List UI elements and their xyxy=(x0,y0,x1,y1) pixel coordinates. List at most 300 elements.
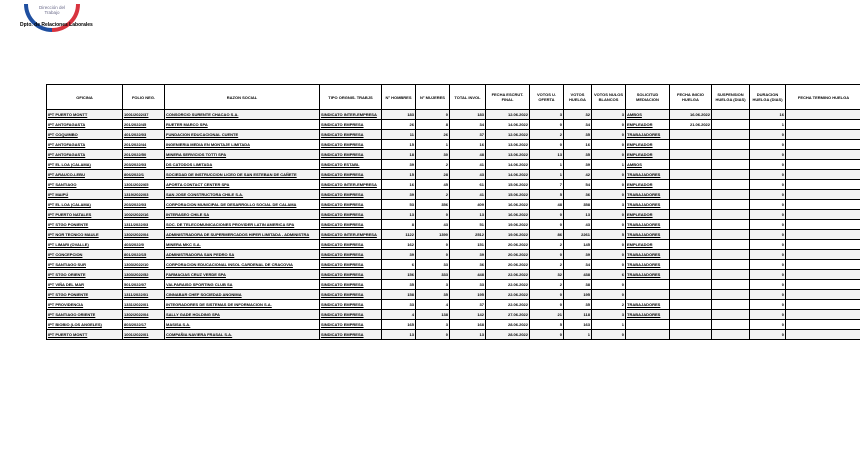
cell-fecha-termino xyxy=(786,130,860,140)
cell-mujeres: 356 xyxy=(416,200,450,210)
cell-votos-nulos: 3 xyxy=(592,200,626,210)
cell-fecha-inicio xyxy=(670,270,712,280)
cell-razon-social: INTEGRADORES DE SISTEMAS DE INFORMACION S.A. xyxy=(165,300,320,310)
cell-duracion: 0 xyxy=(750,240,786,250)
cell-duracion: 0 xyxy=(750,290,786,300)
cell-suspension xyxy=(712,230,750,240)
cell-fecha-termino xyxy=(786,140,860,150)
cell-fecha-inicio xyxy=(670,150,712,160)
cell-votos-huelga: 54 xyxy=(564,180,592,190)
cell-oficina: IPT PUERTO MONTT xyxy=(47,330,123,340)
cell-votos-nulos: 2 xyxy=(592,300,626,310)
cell-total: 41 xyxy=(450,160,486,170)
cell-mujeres: 0 xyxy=(416,240,450,250)
cell-votos-oferta: 5 xyxy=(530,190,564,200)
cell-solicitud-mediacion: TRABAJADORES xyxy=(626,250,670,260)
cell-fecha-escrut: 14.06.2022 xyxy=(486,170,530,180)
cell-votos-oferta: 5 xyxy=(530,320,564,330)
cell-suspension xyxy=(712,320,750,330)
cell-votos-oferta: 0 xyxy=(530,290,564,300)
cell-oficina: IPT PROVIDENCIA xyxy=(47,300,123,310)
cell-razon-social: ADMINISTRADORA SAN PEDRO SA xyxy=(165,250,320,260)
cell-fecha-escrut: 19.06.2022 xyxy=(486,230,530,240)
cell-folio: 1303/2022/52 xyxy=(123,270,165,280)
cell-mujeres: 28 xyxy=(416,170,450,180)
cell-suspension xyxy=(712,310,750,320)
cell-fecha-inicio: 21.06.2022 xyxy=(670,120,712,130)
cell-mujeres: 30 xyxy=(416,150,450,160)
cell-tipo-org: SINDICATO EMPRESA xyxy=(320,310,382,320)
logo-text-line1: Dirección del xyxy=(38,5,65,10)
cell-razon-social: RUETER MARCO SPA xyxy=(165,120,320,130)
cell-fecha-inicio xyxy=(670,190,712,200)
cell-suspension xyxy=(712,200,750,210)
cell-votos-nulos: 0 xyxy=(592,150,626,160)
cell-tipo-org: SINDICATO EMPRESA xyxy=(320,280,382,290)
cell-fecha-escrut: 15.06.2022 xyxy=(486,180,530,190)
cell-votos-nulos: 0 xyxy=(592,290,626,300)
cell-votos-huelga: 145 xyxy=(564,240,592,250)
column-header-oficina: OFICINA xyxy=(47,85,123,110)
cell-oficina: IPT STGO PONIENTE xyxy=(47,220,123,230)
table-row xyxy=(47,110,860,120)
cell-oficina: IPT STGO PONIENTE xyxy=(47,290,123,300)
cell-duracion: 0 xyxy=(750,250,786,260)
cell-solicitud-mediacion: TRABAJADORES xyxy=(626,300,670,310)
cell-oficina: IPT SANTIAGO xyxy=(47,180,123,190)
direccion-del-trabajo-logo xyxy=(20,0,84,36)
cell-mujeres: 43 xyxy=(416,220,450,230)
cell-suspension xyxy=(712,190,750,200)
cell-fecha-escrut: 13.06.2022 xyxy=(486,140,530,150)
cell-suspension xyxy=(712,140,750,150)
table-row xyxy=(47,300,860,310)
cell-folio: 1302/2022/04 xyxy=(123,310,165,320)
cell-total: 168 xyxy=(450,320,486,330)
cell-votos-oferta: 0 xyxy=(530,330,564,340)
cell-suspension xyxy=(712,150,750,160)
cell-fecha-termino xyxy=(786,260,860,270)
cell-razon-social: CINNABAR CHEF SOCIEDAD ANONIMA xyxy=(165,290,320,300)
cell-votos-nulos: 0 xyxy=(592,240,626,250)
table-row xyxy=(47,170,860,180)
cell-tipo-org: SINDICATO EMPRESA xyxy=(320,270,382,280)
cell-votos-huelga: 16 xyxy=(564,140,592,150)
cell-oficina: IPT STGO ORIENTE xyxy=(47,270,123,280)
cell-votos-nulos: 1 xyxy=(592,160,626,170)
cell-folio: 201/2022/50 xyxy=(123,150,165,160)
column-header-suspension: SUSPENSION HUELGA (DIAS) xyxy=(712,85,750,110)
cell-suspension xyxy=(712,160,750,170)
cell-fecha-termino xyxy=(786,230,860,240)
cell-solicitud-mediacion xyxy=(626,330,670,340)
cell-folio: 1001/2022/01 xyxy=(123,330,165,340)
table-row xyxy=(47,140,860,150)
cell-oficina: IPT VIÑA DEL MAR xyxy=(47,280,123,290)
cell-suspension xyxy=(712,240,750,250)
cell-oficina: IPT SANTIAGO SUR xyxy=(47,260,123,270)
cell-hombres: 53 xyxy=(382,200,416,210)
cell-hombres: 18 xyxy=(382,150,416,160)
cell-fecha-escrut: 22.06.2022 xyxy=(486,290,530,300)
cell-votos-nulos: 3 xyxy=(592,310,626,320)
column-header-folio: FOLIO NEG. xyxy=(123,85,165,110)
cell-folio: 401/2022/03 xyxy=(123,130,165,140)
cell-duracion: 0 xyxy=(750,230,786,240)
cell-folio: 1303/2022/10 xyxy=(123,260,165,270)
cell-duracion: 0 xyxy=(750,200,786,210)
cell-total: 51 xyxy=(450,220,486,230)
cell-total: 61 xyxy=(450,180,486,190)
cell-tipo-org: SINDICATO EMPRESA xyxy=(320,210,382,220)
cell-hombres: 16 xyxy=(382,180,416,190)
cell-votos-nulos: 0 xyxy=(592,260,626,270)
cell-oficina: IPT ANTOFAGASTA xyxy=(47,150,123,160)
cell-fecha-escrut: 16.06.2022 xyxy=(486,200,530,210)
cell-votos-huelga: 34 xyxy=(564,120,592,130)
cell-duracion: 0 xyxy=(750,320,786,330)
cell-razon-social: ADMINISTRADORA DE SUPERMERCADOS HIPER LIMITADA - ADMINISTRA xyxy=(165,230,320,240)
cell-oficina: IPT SANTIAGO ORIENTE xyxy=(47,310,123,320)
logo-text-line2: Trabajo xyxy=(44,10,60,15)
cell-tipo-org: SINDICATO EMPRESA xyxy=(320,140,382,150)
cell-razon-social: FARMACIAS CRUZ VERDE SPA xyxy=(165,270,320,280)
cell-hombres: 13 xyxy=(382,330,416,340)
cell-razon-social: FUNDACION EDUCACIONAL CUENTE xyxy=(165,130,320,140)
cell-total: 13 xyxy=(450,330,486,340)
cell-votos-huelga: 195 xyxy=(564,290,592,300)
cell-folio: 1319/2022/03 xyxy=(123,190,165,200)
cell-tipo-org: SINDICATO EMPRESA xyxy=(320,120,382,130)
cell-razon-social: DS CATODOS LIMITADA xyxy=(165,160,320,170)
column-header-votos-huelga: VOTOS HUELGA xyxy=(564,85,592,110)
cell-fecha-inicio xyxy=(670,210,712,220)
cell-fecha-escrut: 13.06.2022 xyxy=(486,150,530,160)
cell-votos-nulos: 0 xyxy=(592,130,626,140)
table-row xyxy=(47,330,860,340)
cell-votos-nulos: 0 xyxy=(592,120,626,130)
cell-fecha-inicio xyxy=(670,250,712,260)
cell-fecha-termino xyxy=(786,270,860,280)
cell-folio: 403/2022/0 xyxy=(123,240,165,250)
cell-fecha-termino xyxy=(786,160,860,170)
column-header-fecha-inicio: FECHA INICIO HUELGA xyxy=(670,85,712,110)
cell-duracion: 0 xyxy=(750,220,786,230)
table-row xyxy=(47,180,860,190)
cell-fecha-escrut: 20.06.2022 xyxy=(486,260,530,270)
cell-duracion: 0 xyxy=(750,130,786,140)
cell-fecha-escrut: 19.06.2022 xyxy=(486,220,530,230)
cell-suspension xyxy=(712,130,750,140)
cell-total: 409 xyxy=(450,200,486,210)
table-body xyxy=(47,110,860,340)
cell-razon-social: CORPORACION EDUCACIONAL INSOL CARDENAL DE CRACOVIA xyxy=(165,260,320,270)
table-row xyxy=(47,210,860,220)
cell-razon-social: SALLY GADE HOLDING SPA xyxy=(165,310,320,320)
cell-hombres: 183 xyxy=(382,110,416,120)
column-header-razon-social: RAZON SOCIAL xyxy=(165,85,320,110)
cell-votos-huelga: 43 xyxy=(564,220,592,230)
cell-solicitud-mediacion: TRABAJADORES xyxy=(626,220,670,230)
table-row xyxy=(47,320,860,330)
cell-oficina: IPT PUERTO MONTT xyxy=(47,110,123,120)
cell-duracion: 0 xyxy=(750,280,786,290)
cell-fecha-termino xyxy=(786,180,860,190)
cell-suspension xyxy=(712,170,750,180)
cell-votos-oferta: 0 xyxy=(530,220,564,230)
cell-mujeres: 2 xyxy=(416,190,450,200)
cell-fecha-escrut: 20.06.2022 xyxy=(486,240,530,250)
cell-fecha-inicio xyxy=(670,310,712,320)
cell-votos-oferta: 1 xyxy=(530,170,564,180)
cell-suspension xyxy=(712,210,750,220)
cell-votos-oferta: 1 xyxy=(530,160,564,170)
cell-suspension xyxy=(712,280,750,290)
cell-duracion: 1 xyxy=(750,120,786,130)
cell-razon-social: MINERA SERVICIOS TOTTI SPA xyxy=(165,150,320,160)
cell-razon-social: CONSORCIO SURENTE CHACAO S.A. xyxy=(165,110,320,120)
cell-hombres: 11 xyxy=(382,130,416,140)
cell-votos-huelga: 39 xyxy=(564,250,592,260)
cell-mujeres: 2 xyxy=(416,160,450,170)
cell-votos-huelga: 2261 xyxy=(564,230,592,240)
cell-duracion: 0 xyxy=(750,270,786,280)
cell-tipo-org: SINDICATO EMPRESA xyxy=(320,260,382,270)
cell-hombres: 39 xyxy=(382,160,416,170)
department-label: Dpto. de Relaciones Laborales xyxy=(20,22,93,28)
logo-text xyxy=(20,5,84,15)
cell-votos-oferta: 21 xyxy=(530,310,564,320)
cell-votos-huelga: 32 xyxy=(564,110,592,120)
cell-oficina: IPT BIOBIO (LOS ANGELES) xyxy=(47,320,123,330)
cell-votos-huelga: 35 xyxy=(564,150,592,160)
cell-votos-nulos: 5 xyxy=(592,230,626,240)
cell-fecha-inicio xyxy=(670,170,712,180)
cell-mujeres: 45 xyxy=(416,180,450,190)
cell-tipo-org: SINDICATO EMPRESA xyxy=(320,200,382,210)
cell-folio: 201/2022/44 xyxy=(123,140,165,150)
cell-suspension xyxy=(712,220,750,230)
cell-fecha-termino xyxy=(786,300,860,310)
cell-votos-nulos: 0 xyxy=(592,170,626,180)
cell-fecha-escrut: 14.06.2022 xyxy=(486,120,530,130)
cell-votos-nulos: 3 xyxy=(592,110,626,120)
cell-tipo-org: SINDICATO INTER-EMPRESA xyxy=(320,180,382,190)
cell-oficina: IPT NOR TECNICO MAULE xyxy=(47,230,123,240)
cell-votos-huelga: 163 xyxy=(564,320,592,330)
cell-solicitud-mediacion: TRABAJADORES xyxy=(626,310,670,320)
cell-duracion: 0 xyxy=(750,260,786,270)
cell-folio: 1302/2022/04 xyxy=(123,230,165,240)
cell-total: 151 xyxy=(450,240,486,250)
cell-hombres: 8 xyxy=(382,220,416,230)
table-row xyxy=(47,200,860,210)
cell-votos-oferta: 0 xyxy=(530,210,564,220)
cell-solicitud-mediacion: TRABAJADORES xyxy=(626,270,670,280)
cell-fecha-escrut: 22.06.2022 xyxy=(486,270,530,280)
cell-fecha-inicio xyxy=(670,290,712,300)
cell-razon-social: SOC. DE TELECOMUNICACIONES PROVIDER LATIN AMERICA SPA xyxy=(165,220,320,230)
cell-hombres: 35 xyxy=(382,280,416,290)
cell-mujeres: 0 xyxy=(416,210,450,220)
cell-total: 37 xyxy=(450,130,486,140)
cell-tipo-org: SINDICATO EMPRESA xyxy=(320,220,382,230)
cell-total: 13 xyxy=(450,210,486,220)
strikes-table xyxy=(46,84,860,340)
cell-hombres: 15 xyxy=(382,140,416,150)
cell-fecha-termino xyxy=(786,320,860,330)
cell-fecha-inicio xyxy=(670,200,712,210)
cell-suspension xyxy=(712,250,750,260)
cell-total: 39 xyxy=(450,250,486,260)
cell-suspension xyxy=(712,300,750,310)
cell-votos-nulos: 1 xyxy=(592,320,626,330)
column-header-votos-nulos: VOTOS NULOS BLANCOS xyxy=(592,85,626,110)
cell-total: 142 xyxy=(450,310,486,320)
cell-solicitud-mediacion: TRABAJADORES xyxy=(626,190,670,200)
cell-suspension xyxy=(712,120,750,130)
cell-fecha-escrut: 16.06.2022 xyxy=(486,210,530,220)
cell-votos-huelga: 118 xyxy=(564,310,592,320)
cell-fecha-escrut: 22.06.2022 xyxy=(486,280,530,290)
cell-suspension xyxy=(712,110,750,120)
cell-duracion: 0 xyxy=(750,150,786,160)
cell-razon-social: VALPARAISO SPORTING CLUB SA xyxy=(165,280,320,290)
cell-tipo-org: SINDICATO EMPRESA xyxy=(320,190,382,200)
cell-solicitud-mediacion: TRABAJADORES xyxy=(626,260,670,270)
table-row xyxy=(47,220,860,230)
cell-solicitud-mediacion: TRABAJADORES xyxy=(626,130,670,140)
cell-oficina: IPT LIMARI (OVALLE) xyxy=(47,240,123,250)
cell-hombres: 156 xyxy=(382,270,416,280)
cell-votos-oferta: 3 xyxy=(530,110,564,120)
table-row xyxy=(47,240,860,250)
table-row xyxy=(47,310,860,320)
cell-total: 48 xyxy=(450,150,486,160)
cell-votos-huelga: 438 xyxy=(564,270,592,280)
cell-mujeres: 333 xyxy=(416,270,450,280)
cell-folio: 1311/2022/01 xyxy=(123,290,165,300)
cell-razon-social: INTERASEO CHILE SA xyxy=(165,210,320,220)
cell-solicitud-mediacion xyxy=(626,290,670,300)
table-row xyxy=(47,160,860,170)
cell-razon-social: CORPORACION MUNICIPAL DE DESARROLLO SOCIAL DE CALAMA xyxy=(165,200,320,210)
cell-hombres: 26 xyxy=(382,120,416,130)
table-row xyxy=(47,130,860,140)
cell-votos-oferta: 0 xyxy=(530,300,564,310)
cell-votos-huelga: 35 xyxy=(564,300,592,310)
cell-duracion: 0 xyxy=(750,310,786,320)
cell-votos-nulos: 0 xyxy=(592,250,626,260)
cell-total: 33 xyxy=(450,280,486,290)
column-header-fecha-escrut: FECHA ESCRUT. FINAL xyxy=(486,85,530,110)
table-row xyxy=(47,280,860,290)
table-header-row xyxy=(47,85,860,110)
cell-solicitud-mediacion: EMPLEADOR xyxy=(626,210,670,220)
cell-fecha-termino xyxy=(786,120,860,130)
cell-votos-huelga: 38 xyxy=(564,280,592,290)
cell-solicitud-mediacion: TRABAJADORES xyxy=(626,170,670,180)
cell-solicitud-mediacion: TRABAJADORES xyxy=(626,200,670,210)
cell-hombres: 13 xyxy=(382,210,416,220)
cell-fecha-termino xyxy=(786,310,860,320)
cell-total: 195 xyxy=(450,290,486,300)
cell-fecha-inicio xyxy=(670,240,712,250)
cell-duracion: 0 xyxy=(750,190,786,200)
cell-total: 37 xyxy=(450,300,486,310)
cell-fecha-termino xyxy=(786,210,860,220)
cell-fecha-escrut: 12.06.2022 xyxy=(486,130,530,140)
cell-total: 16 xyxy=(450,140,486,150)
cell-mujeres: 0 xyxy=(416,110,450,120)
cell-solicitud-mediacion xyxy=(626,320,670,330)
table-row xyxy=(47,270,860,280)
column-header-votos-oferta: VOTOS U. OFERTA xyxy=(530,85,564,110)
cell-votos-oferta: 86 xyxy=(530,230,564,240)
cell-folio: 1002/2022/16 xyxy=(123,210,165,220)
cell-mujeres: 1 xyxy=(416,140,450,150)
cell-fecha-termino xyxy=(786,200,860,210)
cell-oficina: IPT EL LOA (CALAMA) xyxy=(47,160,123,170)
cell-oficina: IPT ANTOFAGASTA xyxy=(47,140,123,150)
cell-oficina: IPT COQUIMBO xyxy=(47,130,123,140)
cell-duracion: 0 xyxy=(750,140,786,150)
cell-fecha-inicio xyxy=(670,330,712,340)
cell-fecha-inicio xyxy=(670,130,712,140)
cell-folio: 203/2022/03 xyxy=(123,200,165,210)
cell-fecha-termino xyxy=(786,330,860,340)
cell-fecha-inicio xyxy=(670,220,712,230)
cell-fecha-termino xyxy=(786,190,860,200)
table-row xyxy=(47,230,860,240)
cell-votos-nulos: 0 xyxy=(592,220,626,230)
cell-votos-nulos: 0 xyxy=(592,330,626,340)
cell-votos-nulos: 0 xyxy=(592,180,626,190)
table-row xyxy=(47,290,860,300)
cell-duracion: 0 xyxy=(750,170,786,180)
cell-fecha-escrut: 28.06.2022 xyxy=(486,330,530,340)
cell-mujeres: 3 xyxy=(416,320,450,330)
cell-total: 183 xyxy=(450,110,486,120)
cell-mujeres: 26 xyxy=(416,130,450,140)
table-row xyxy=(47,190,860,200)
cell-suspension xyxy=(712,270,750,280)
cell-fecha-inicio xyxy=(670,180,712,190)
cell-mujeres: 4 xyxy=(416,300,450,310)
cell-tipo-org: SINDICATO EMPRESA xyxy=(320,320,382,330)
cell-hombres: 165 xyxy=(382,320,416,330)
cell-votos-oferta: 2 xyxy=(530,260,564,270)
table-row xyxy=(47,260,860,270)
cell-oficina: IPT CONCEPCION xyxy=(47,250,123,260)
cell-folio: 203/2022/03 xyxy=(123,160,165,170)
cell-mujeres: 138 xyxy=(416,310,450,320)
cell-razon-social: INGENIERIA MEDIA EN MONTAJE LIMITADA xyxy=(165,140,320,150)
cell-tipo-org: SINDICATO EMPRESA xyxy=(320,170,382,180)
cell-fecha-termino xyxy=(786,170,860,180)
cell-razon-social: SAN JOSE CONSTRUCTORA CHILE S.A. xyxy=(165,190,320,200)
cell-folio: 1301/2022/65 xyxy=(123,180,165,190)
cell-votos-huelga: 36 xyxy=(564,190,592,200)
cell-razon-social: MASISA S.A. xyxy=(165,320,320,330)
cell-mujeres: 3 xyxy=(416,280,450,290)
cell-fecha-escrut: 15.06.2022 xyxy=(486,190,530,200)
cell-votos-oferta: 0 xyxy=(530,250,564,260)
cell-total: 2512 xyxy=(450,230,486,240)
column-header-hombres: N° HOMBRES xyxy=(382,85,416,110)
cell-votos-huelga: 1 xyxy=(564,330,592,340)
cell-folio: 201/2022/45 xyxy=(123,120,165,130)
